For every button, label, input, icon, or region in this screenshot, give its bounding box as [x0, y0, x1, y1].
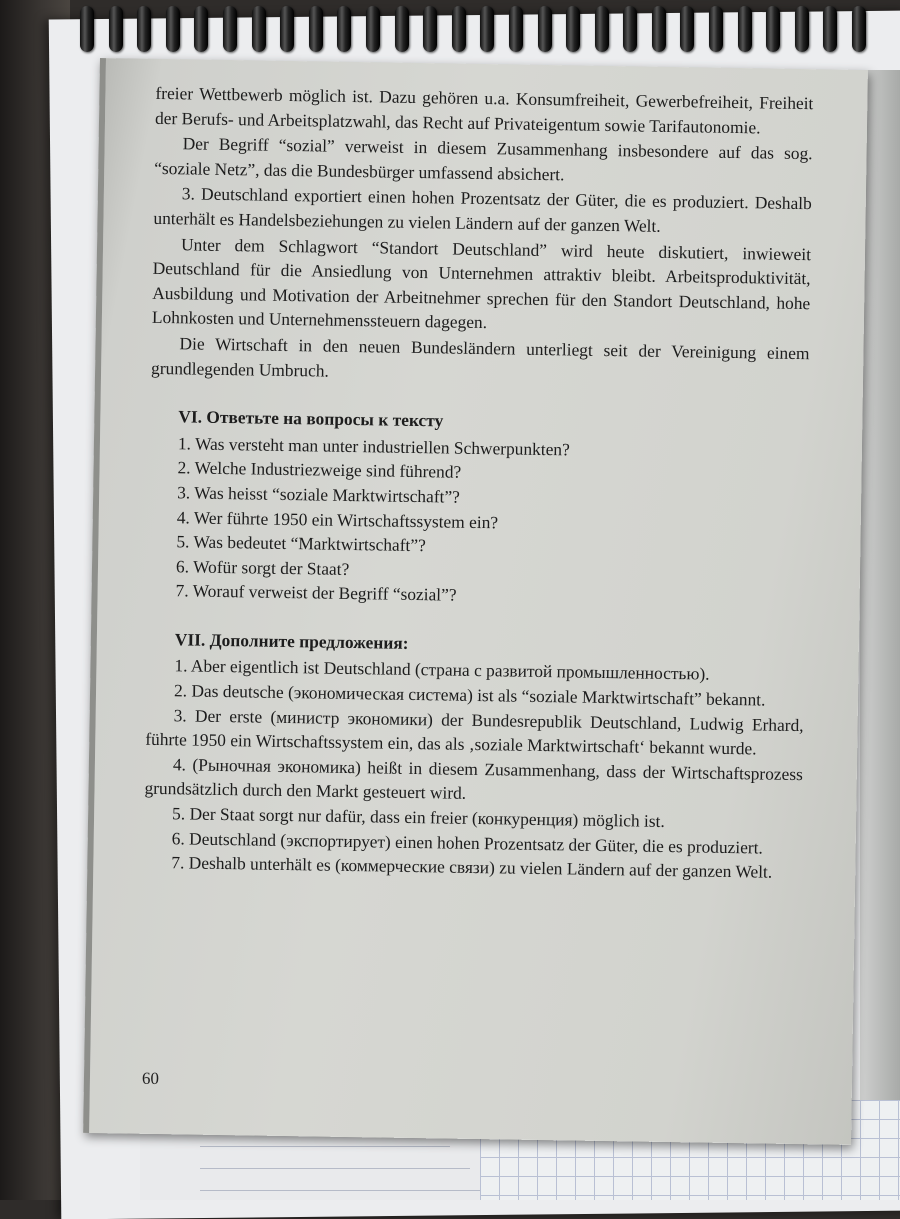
list-item: 5. Was bedeutet “Marktwirtschaft”? — [176, 531, 426, 556]
spiral-ring — [280, 6, 294, 52]
spiral-ring — [538, 6, 552, 52]
spiral-ring — [566, 6, 580, 52]
spiral-ring — [709, 6, 723, 52]
spiral-ring — [480, 6, 494, 52]
spiral-ring — [223, 6, 237, 52]
spiral-ring — [766, 6, 780, 52]
text-paragraph: Die Wirtschaft in den neuen Bundesländern unterliegt seit der Vereinigung einem grundlegenden Umbruch. — [150, 333, 810, 381]
spiral-ring — [823, 6, 837, 52]
spiral-ring — [452, 6, 466, 52]
list-item: 2. Welche Industriezweige sind führend? — [177, 457, 462, 483]
list-item: 1. Was versteht man unter industriellen Schwerpunkten? — [177, 432, 570, 460]
questions-list — [147, 431, 808, 613]
spiral-ring — [137, 6, 151, 52]
lined-paper — [140, 1130, 480, 1200]
ruled-line — [200, 1168, 470, 1169]
list-item: 7. Worauf verweist der Begriff “sozial”? — [175, 580, 457, 605]
spiral-ring — [80, 6, 94, 52]
spiral-binding — [70, 0, 900, 60]
spiral-ring — [309, 6, 323, 52]
spiral-ring — [194, 6, 208, 52]
list-item: 7. Deshalb unterhält es (коммерческие связи) zu vielen Ländern auf der ganzen Welt. — [171, 852, 773, 882]
list-item: 3. Was heisst “soziale Marktwirtschaft”? — [177, 482, 461, 507]
spiral-ring — [795, 6, 809, 52]
list-item: 4. (Рыночная экономика) heißt in diesem Zusammenhang, dass der Wirtschaftsprozess grundsätzlich durch den Markt gesteuert wird. — [144, 754, 803, 804]
list-item: 3. Der erste (министр экономики) der Bundesrepublik Deutschland, Ludwig Erhard, führte 1950 ein Wirtschaftssystem ein, das als ‚soziale Marktwirtschaft‘ bekannt wurde. — [145, 704, 804, 759]
spiral-ring — [623, 6, 637, 52]
spiral-ring — [652, 6, 666, 52]
book-page — [83, 58, 868, 1145]
list-item: 5. Der Staat sorgt nur dafür, dass ein freier (конкуренция) möglich ist. — [171, 803, 665, 831]
spiral-ring — [509, 6, 523, 52]
list-item: 4. Wer führte 1950 ein Wirtschaftssystem ein? — [176, 506, 499, 532]
spiral-ring — [395, 6, 409, 52]
spiral-ring — [852, 6, 866, 52]
spiral-ring — [738, 6, 752, 52]
text-paragraph: 3. Deutschland exportiert einen hohen Prozentsatz der Güter, die es produziert. Deshalb unterhält es Handelsbeziehungen zu vielen Ländern auf der ganzen Welt. — [153, 183, 812, 236]
page-content — [143, 81, 813, 885]
spiral-ring — [252, 6, 266, 52]
ruled-line — [200, 1190, 480, 1191]
spiral-ring — [337, 6, 351, 52]
spiral-ring — [366, 6, 380, 52]
ruled-line — [200, 1146, 450, 1147]
list-item: 2. Das deutsche (экономическая система) ist als “soziale Marktwirtschaft” bekannt. — [173, 680, 766, 710]
section-heading-vii: VII. Дополните предложения: — [174, 629, 409, 653]
spiral-ring — [595, 6, 609, 52]
text-paragraph: Der Begriff “sozial” verweist in diesem Zusammenhang insbesondere auf das sog. “soziale Netz”, das die Bundesbürger umfassend absichert. — [154, 133, 813, 185]
list-item: 6. Deutschland (экспортирует) einen hohen Prozentsatz der Güter, die es produziert. — [171, 827, 764, 858]
spiral-ring — [166, 6, 180, 52]
text-paragraph: Unter dem Schlagwort “Standort Deutschland” wird heute diskutiert, inwieweit Deutschland für die Ansiedlung von Unternehmen attraktiv bleibt. Arbeitsproduktivität, Ausbildung und Motivation der Arbeitnehmer sprechen für den Standort Deutschland, hohe Lohnkosten und Unternehmenssteuern dagegen. — [151, 233, 812, 333]
list-item: 6. Wofür sorgt der Staat? — [175, 555, 350, 579]
list-item: 1. Aber eigentlich ist Deutschland (страна с развитой промышленностью). — [174, 655, 710, 685]
section-heading-vi: VI. Ответьте на вопросы к тексту — [178, 406, 444, 431]
spiral-ring — [423, 6, 437, 52]
exercise-list — [143, 653, 804, 885]
text-paragraph: freier Wettbewerb möglich ist. Dazu gehören u.a. Konsumfreiheit, Gewerbefreiheit, Freiheit der Berufs- und Arbeitsplatzwahl, das Recht auf Privateigentum sowie Tarifautonomie. — [154, 82, 814, 137]
page-stack-edge — [860, 70, 900, 1110]
spiral-ring — [680, 6, 694, 52]
page-number: 60 — [141, 1068, 160, 1089]
spiral-ring — [109, 6, 123, 52]
